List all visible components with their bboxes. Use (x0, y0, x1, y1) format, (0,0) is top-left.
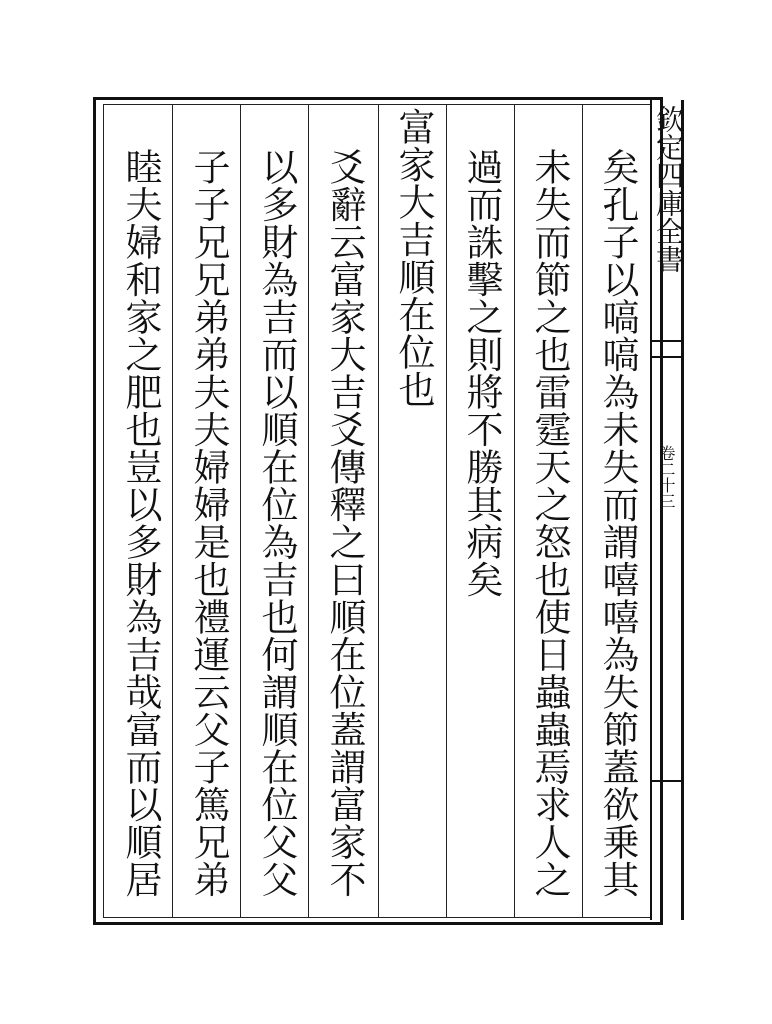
column-rule (172, 105, 173, 917)
column-rule (240, 105, 241, 917)
text-column-3 (457, 148, 505, 918)
column-rule (308, 105, 309, 917)
book-title-text: 欽定四庫全書 (652, 105, 685, 273)
column-rule (514, 105, 515, 917)
column-text: 睦夫婦和家之肥也豈以多財為吉哉富而以順居 (119, 148, 162, 898)
column-rule (378, 105, 379, 917)
text-column-8 (116, 148, 164, 918)
text-column-7 (184, 148, 232, 918)
text-column-5 (320, 148, 368, 918)
column-text: 富家大吉順在位也 (392, 108, 435, 408)
column-text: 矣孔子以嗃嗃為未失而謂嘻嘻為失節蓋欲乗其 (596, 148, 639, 898)
column-text: 子子兄兄弟弟夫夫婦婦是也禮運云父子篤兄弟 (187, 148, 230, 898)
column-text: 以多財為吉而以順在位為吉也何謂順在位父父 (255, 148, 298, 898)
column-text: 未失而節之也雷霆天之怒也使日蟲蟲焉求人之 (528, 148, 571, 898)
text-column-6 (252, 148, 300, 918)
chapter-label (655, 445, 681, 509)
column-rule (446, 105, 447, 917)
column-text: 爻辭云富家大吉爻傳釋之曰順在位蓋謂富家不 (323, 148, 366, 898)
text-column-4-heading (389, 108, 437, 878)
chapter-label-text: 卷二十三 (657, 445, 676, 509)
column-text: 過而誅擊之則將不勝其病矣 (460, 148, 503, 598)
column-rule (582, 105, 583, 917)
text-column-1 (593, 148, 641, 918)
fishtail-mark (652, 340, 682, 358)
fishtail-mark-lower (652, 780, 682, 796)
text-column-2 (525, 148, 573, 918)
book-title (653, 105, 683, 273)
